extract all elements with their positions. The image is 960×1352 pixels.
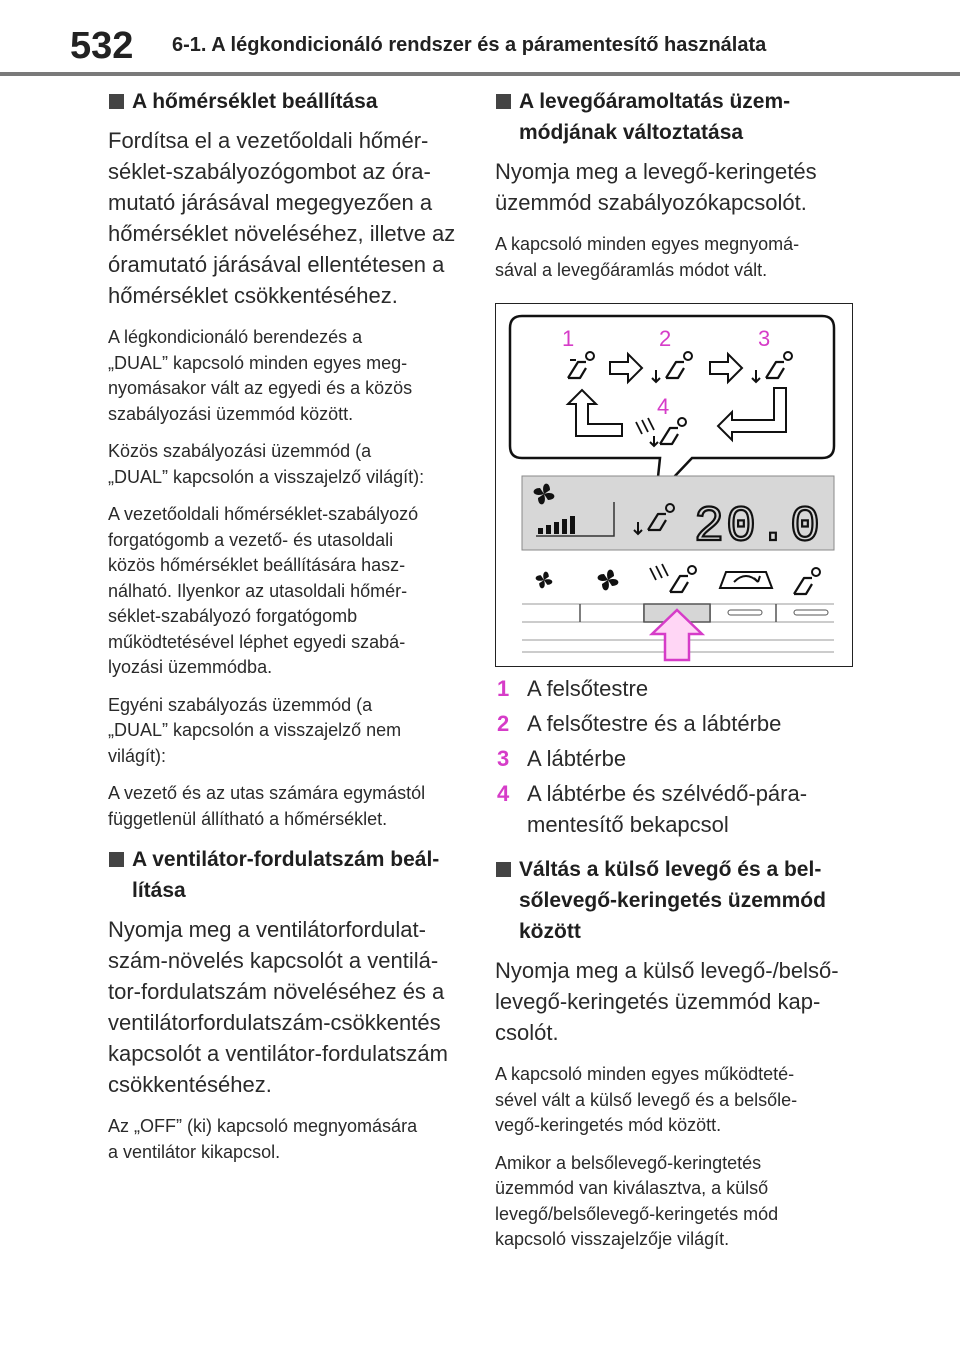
section-heading-temperature xyxy=(108,86,468,117)
recirculation-button-icon xyxy=(720,572,772,588)
legend-item xyxy=(495,743,855,774)
dual-switch-note: A légkondicionáló berendezés a „DUAL” kapcsoló minden egyes meg- nyomásakor vált az egyedi és a közös szabályozási üzemmód között. xyxy=(108,327,413,424)
legend-item xyxy=(495,708,855,739)
heading-text: Váltás a külső levegő és a bel- sőlevegő-keringetés üzemmód között xyxy=(519,858,826,943)
section-heading-airflow-mode xyxy=(495,86,855,148)
recirculation-indicator-note: Amikor a belsőlevegő-keringtetés üzemmód van kiválasztva, a külső levegő/belsőlevegő-keringetés mód kapcsoló visszajelzője világít. xyxy=(495,1152,779,1249)
chapter-title: 6-1. A légkondicionáló rendszer és a páramentesítő használata xyxy=(172,34,767,56)
temperature-display: 20.0 xyxy=(694,499,823,556)
legend-text: A lábtérbe xyxy=(527,746,627,771)
bullet-square-icon xyxy=(496,94,511,109)
recirculation-note: A kapcsoló minden egyes működteté- sével vált a külső levegő és a belsőle- vegő-keringetés mód között. xyxy=(495,1064,798,1135)
common-mode-note: A vezetőoldali hőmérséklet-szabályozó forgatógomb a vezető- és utasoldali közös hőmérséklet beállítására hasz- nálható. Ilyenkor az utasoldali hőmér- séklet-szabályozó forgatógomb működtetésével léphet egyedi szabá- lyozási üzemmódba. xyxy=(108,504,419,677)
legend-number: 4 xyxy=(497,781,510,806)
recirculation-instructions: Nyomja meg a külső levegő-/belső- levegő-keringetés üzemmód kap- csolót. xyxy=(495,958,839,1045)
temperature-instructions: Fordítsa el a vezetőoldali hőmér- séklet-szabályozógombot az óra- mutató járásával megegyezően a hőmérséklet növeléséhez, illetve az óramutató járásával ellentétesen a hőmérséklet csökkentéséhez. xyxy=(108,128,456,308)
section-heading-fan-speed xyxy=(108,844,468,906)
mode-button-icon xyxy=(650,564,696,592)
air-inlet-button-icon xyxy=(794,568,820,594)
legend-text: A felsőtestre xyxy=(527,676,649,701)
common-mode-heading: Közös szabályozási üzemmód (a „DUAL” kapcsolón a visszajelző világít): xyxy=(108,441,425,487)
bullet-square-icon xyxy=(109,852,124,867)
mode-label-3: 3 xyxy=(758,326,771,351)
right-column xyxy=(495,86,855,1265)
heading-text: A ventilátor-fordulatszám beál- lítása xyxy=(132,848,440,902)
legend-text: A felsőtestre és a lábtérbe xyxy=(527,711,782,736)
fan-down-button-icon xyxy=(536,572,553,589)
mode-label-1: 1 xyxy=(562,326,575,351)
left-column xyxy=(108,86,468,1177)
legend-text: A lábtérbe és szélvédő-pára- mentesítő bekapcsol xyxy=(527,781,808,837)
section-heading-recirculation xyxy=(495,854,855,947)
heading-text: A hőmérséklet beállítása xyxy=(132,90,378,113)
airflow-mode-figure xyxy=(495,303,853,667)
individual-mode-heading: Egyéni szabályozás üzemmód (a „DUAL” kapcsolón a visszajelző nem világít): xyxy=(108,694,402,766)
mode-label-2: 2 xyxy=(659,326,672,351)
bullet-square-icon xyxy=(109,94,124,109)
legend-number: 1 xyxy=(497,676,510,701)
legend-number: 3 xyxy=(497,746,510,771)
bullet-square-icon xyxy=(496,862,511,877)
airflow-note: A kapcsoló minden egyes megnyomá- sával a levegőáramlás módot vált. xyxy=(495,234,800,280)
individual-mode-note: A vezető és az utas számára egymástól függetlenül állítható a hőmérséklet. xyxy=(108,783,426,829)
fan-speed-instructions: Nyomja meg a ventilátorfordulat- szám-növelés kapcsolót a ventilá- tor-fordulatszám növeléséhez és a ventilátorfordulatszám-csökkentés kapcsolót a ventilátor-fordulatszám csökkentéséhez. xyxy=(108,917,448,1097)
airflow-instructions: Nyomja meg a levegő-keringetés üzemmód szabályozókapcsolót. xyxy=(495,159,817,215)
page-number: 532 xyxy=(70,25,134,67)
page-header xyxy=(0,0,960,78)
legend-item xyxy=(495,778,855,840)
legend-item xyxy=(495,673,855,704)
mode-label-4: 4 xyxy=(657,394,670,419)
airflow-diagram xyxy=(496,304,852,666)
fan-off-note: Az „OFF” (ki) kapcsoló megnyomására a ventilátor kikapcsol. xyxy=(108,1116,418,1162)
fan-up-button-icon xyxy=(598,570,619,591)
heading-text: A levegőáramoltatás üzem- módjának változtatása xyxy=(519,90,791,144)
header-rule xyxy=(0,72,960,76)
legend-number: 2 xyxy=(497,711,510,736)
